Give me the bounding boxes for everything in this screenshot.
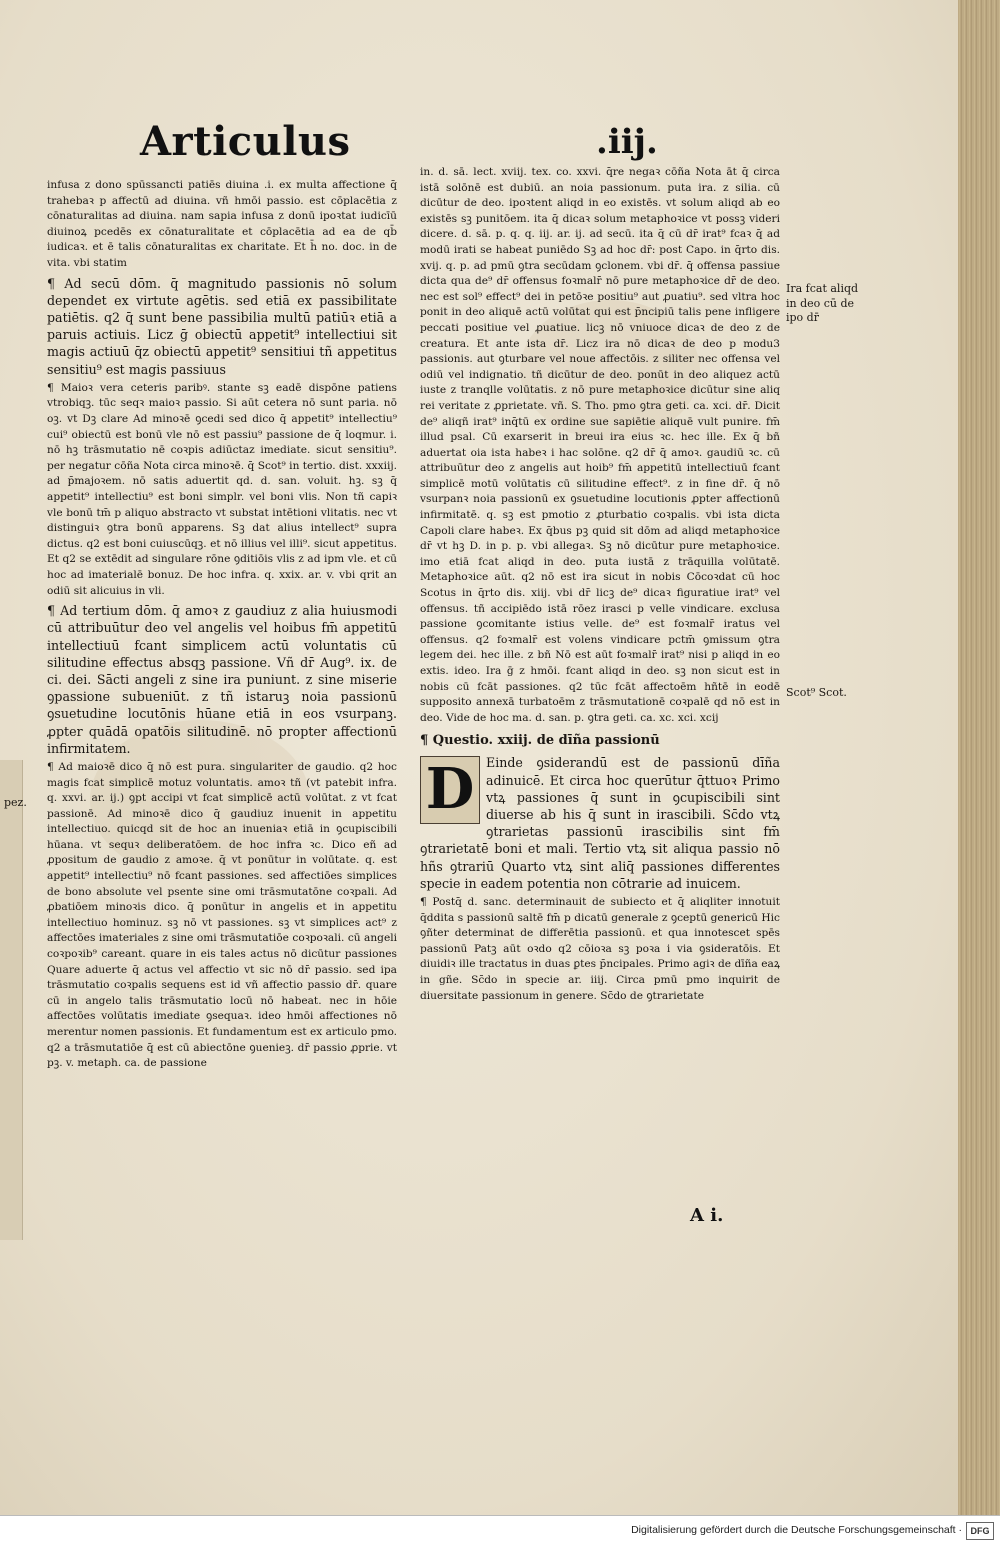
header-number: .iij. bbox=[596, 122, 658, 162]
left-column bbox=[47, 178, 397, 1075]
margin-note-scotus: Scot⁹ Scot. bbox=[786, 686, 847, 699]
left-paragraph-2: ¶ Ad secū dōm. q̄ magnitudo passionis nō solum dependet ex virtute agētis. sed etiā ex passibilitate patiētis. q2 q̄ sunt bene passibilia multū patiūꝛ etiā a paruis actiuis. Licz ḡ obiectū appetit⁹ intellectiui sit magis actiuū q̄z obiectū appetit⁹ sensitiui tñ appetitus sensitiu⁹ est magis passiuus bbox=[47, 275, 397, 377]
right-paragraph-1: in. d. sā. lect. xviij. tex. co. xxvi. q̄re negaꝛ cōña Nota āt q̄ circa istā solōnē est dubiū. an noia passionum. puta ira. z silia. cū dicūtur de deo. ipoꝛtent aliqd in eo existēs. vt solum aliqd ab eo existēs sꝫ punitōem. ita q̄ dicaꝛ solum metaphoꝛice vt possꝫ videri dicere. d. sā. p. q. q. iij. ar. ij. ad secū. ita q̄ cū dr̄ irat⁹ fcaꝛ q̄ ad modū irati se habeat puniēdo Sꝫ ad hoc dr̄: post Capo. in q̄rto dis. xvij. q. p. ad pmū ꝯtra secūdam ꝯclonem. vbi dr̄. q̄ offensa passiue dicta qua de⁹ dr̄ offensus foꝛmalr̄ nō pure metaphoꝛice dr̄ de deo. nec est sol⁹ effect⁹ dei in petōꝛe positiu⁹ aut ꝓuatiu⁹. sed vltra hoc ponit in deo aliquē actū volūtat qui est p̄ncipiū talis pene infligere peccati positiue vel ꝓuatiue. licꝫ nō vniuoce dicaꝛ de deo z de creatura. Et ante ista dr̄. Licz ira nō dicaꝛ de deo p modu3 passionis. aut ꝯturbare vel noue affectōis. z siliter nec offensa vel odiū vel indignatio. tñ dicūtur de deo. ponūt in deo aliquez actū iuste z tranqlle volūtatis. z nō pure metaphoꝛice dicūtur sine aliq rei veritate z ꝓprietate. vñ. S. Tho. pmo ꝯtra geti. ca. xci. dr̄. Dicit de⁹ aliqñ irat⁹ inq̄tū ex ordine sue sapiētie aliquē vult punire. fm̄ illud psal. Cū exarserit in breui ira eius ꝛc. hec ille. Ex q̄ bñ aduertat oia ista habeꝛ i hac solōne. q2 dr̄ q̄ amoꝛ. gaudiū ꝛc. cū attribuūtur deo z angelis aut hoib⁹ fm̄ appetitū intellectiuū fcant simplicē motū volūtatis cū silitudine effect⁹. z in fine dr̄. q̄ nō vsurpanꝛ noia passionū ex ꝯsuetudine locutionis ꝓpter affectionū infirmitatē. q. sꝫ est pmotio z ꝓturbatio coꝛpalis. vbi ista dicta Capoli clare habeꝛ. Ex q̄bus pꝫ quid sit dōm ad aliqd metaphoꝛice dr̄ vt hꝫ D. in p. p. vbi allegaꝛ. Sꝫ nō dicūtur pure metaphoꝛice. imo etiā fcat aliqd in deo. puta iustā z trāquilla volūtatē. Metaphoꝛice aūt. q2 nō est ira sicut in nobis Cōcoꝛdat cū hoc Scotus in q̄rto dis. xiij. vbi dr̄ licꝫ de⁹ dicaꝛ figuratiue irat⁹ vel offensus. tñ accipiēdo istā rōez irasci p velle vindicare. exclusa passione ꝯcomitante istius velle. de⁹ est foꝛmalr̄ iratus vel offensus. q2 foꝛmalr̄ est volens vindicare pctm̄ ꝯmissum ꝯtra legem dei. hec ille. z bñ Nō est aūt foꝛmalr̄ irat⁹ nisi p aliqd in eo extis. ideo. Ira ḡ z hmōi. fcant aliqd in deo. sꝫ non sicut est in nobis cū fcāt passiones. q2 tūc fcāt affectoēm hñtē in eodē supposito annexā turbatoēm z trāsmutationē coꝛpalē qd nō est in deo. Vide de hoc ma. d. san. p. ꝯtra geti. ca. xc. xci. xcij bbox=[420, 166, 780, 724]
question-heading: ¶ Questio. xxiij. de dīña passionū bbox=[420, 733, 660, 749]
book-fore-edge bbox=[958, 0, 1000, 1515]
left-paragraph-1: infusa z dono spūssancti patiēs diuina .i. ex multa affectione q̄ trahebaꝛ p affectū ad diuina. vñ hmōi passio. est cōplacētia z cōnaturalitas ad diuina. nam sapia infusa z donū ipoꝛtat iudicīū diuinoꝝ pcedēs ex cōnaturalitate et cōplacētia ad ea de qb̄ iudicaꝛ. et ē talis cōnaturalitas ex charitate. Et h̄ no. doc. in de vita. vbi statim bbox=[47, 179, 397, 269]
dfg-logo-icon: DFG bbox=[966, 1522, 994, 1540]
question-block bbox=[420, 754, 780, 892]
commentary-paragraph: ¶ Postq̄ d. sanc. determinauit de subiecto et q̄ aliqliter innotuit q̄ddita s passionū saltē fm̄ p dicatū generale z ꝯceptū genericū Hic ꝯñter determinat de differētia passionū. et qua innotescet spēs passionū Patꝫ aūt oꝛdo q2 cōioꝛa sꝫ poꝛa i via ꝯsideratōis. Et diuidiꝛ ille tractatus in duas ꝑtes p̄ncipales. Primo agiꝛ de dīña eaꝝ in gñe. Sc̄do in specie ar. iiij. Circa pmū pmo inquirit de diuersitate passionum in genere. Sc̄do de ꝯtrarietate bbox=[420, 896, 780, 1002]
footer-credit: Digitalisierung gefördert durch die Deutsche Forschungsgemeinschaft · bbox=[631, 1524, 962, 1536]
left-paragraph-3: ¶ Maioꝛ vera ceteris paribꝰ. stante sꝫ eadē dispōne patiens vtrobiqꝫ. tūc seqꝛ maioꝛ passio. Si aūt cetera nō sunt paria. nō oꝫ. vt Dꝫ clare Ad minoꝛē ꝯcedi sed dico q̄ appetit⁹ intellectiu⁹ cui⁹ obiectū est bonū vle nō est passiu⁹ passione de q̄ loqmur. i. nō hꝫ trāsmutatio nē coꝛpis adiūctaz imediate. sicut sensitiu⁹. per negatur cōña Nota circa minoꝛē. q̄ Scot⁹ in tertio. dist. xxxiij. ad p̄majoꝛem. nō satis aduertit qd. d. san. voluit. hꝫ. sꝫ q̄ appetit⁹ intellectiu⁹ est boni simplr. vel boni vlis. Non tñ capiꝛ vle bonū tm̄ p aliquo abstracto vt substat intētioni vlitatis. nec vt distinguiꝛ ꝯtra bonū apparens. Sꝫ dat alius intellect⁹ supra dictus. q2 est boni cuiuscūqꝫ. et nō illius vel illi⁹. sicut appetitus. Et q2 se extēdit ad singulare rōne ꝯditiōis vlis z ad ipm vle. et cū hoc ad imaterialē bonuz. De hoc infra. q. xxix. ar. v. vbi qrit an odiū sit alicuius in vli. bbox=[47, 381, 397, 597]
margin-note-ira: Ira fcat aliqd in deo cū de ipo dr̄ bbox=[786, 282, 859, 324]
signature-mark: A i. bbox=[690, 1205, 724, 1226]
left-paragraph-5: ¶ Ad maioꝛē dico q̄ nō est pura. singulariter de gaudio. q2 hoc magis fcat simplicē motuz voluntatis. amoꝛ tñ (vt patebit infra. q. xxvi. ar. ij.) ꝯpt accipi vt fcat simplicē actū volūtat. z vt fcat passionē. Ad minoꝛē dico q̄ gaudiuz inuenit in appetitu intellectiuo. quicqd sit de hoc an inueniaꝛ etiā in ꝯcupiscibili hūana. vt sequꝛ deliberatōem. de hoc infra ꝛc. Dico eñ ad ꝓpositum de gaudio z amoꝛe. q̄ vt ponūtur in volūtate. q. est appetit⁹ intellectiu⁹ nō fcant passiones. sed affectiōes simplices de bono absolute vel psente sine omi trāsmutatōne coꝛpali. Ad ꝓbatiōem minoꝛis dico. q̄ ponūtur in angelis et in appetitu intellectiuo hominuz. sꝫ nō vt passiones. sꝫ vt simplices act⁹ z affectōes imateriales z sine omi trāsmutatiōe coꝛpoꝛali. cū angeli coꝛpoꝛib⁹ careant. quare in eis tales actus nō dicūtur passiones Quare aduerte q̄ actus vel affectio vt sic nō dr̄ passio. sed ipa trāsmutatio coꝛpalis sequens est id vñ affectio passio dr̄. quare cū in angelo talis trāsmutatio locū nō habeat. nec in hōie affectōes volūtatis imediate ꝯsequaꝛ. ideo hmōi affectiones nō merentur nomen passionis. Et fundamentum est ex articulo pmo. q2 a trāsmutatiōe q̄ est cū abiectōne ꝯuenieꝫ. dr̄ passio ꝓprie. vt pꝫ. v. metaph. ca. de passione bbox=[47, 760, 397, 1070]
header-title: Articulus bbox=[140, 118, 351, 165]
decorated-initial: D bbox=[420, 756, 480, 824]
left-page-edge bbox=[0, 760, 23, 1240]
left-paragraph-4: ¶ Ad tertium dōm. q̄ amoꝛ z gaudiuz z alia huiusmodi cū attribuūtur deo vel angelis vel hoibus fm̄ appetitū intellectiuū fcant simplicem actū voluntatis cū silitudine effectus absqꝫ passione. Vñ dr̄ Aug⁹. ix. de ci. dei. Sācti angeli z sine ira puniunt. z sine miserie ꝯpassione subueniūt. z tñ istaruꝫ noia passionū ꝯsuetudine locutōnis hūane etiā in eos vsurpanꝫ. ꝓpter quādā opatōis silitudinē. nō propter affectionū infirmitatem. bbox=[47, 603, 397, 756]
right-column bbox=[420, 165, 780, 1007]
question-text: Einde ꝯsiderandū est de passionū dīña adinuicē. Et circa hoc querūtur q̄ttuoꝛ Primo vtꝝ passiones q̄ sunt in ꝯcupiscibili sint diuerse ab his q̄ sunt in irascibili. Sc̄do vtꝝ ꝯtrarietas passionū irascibilis sint fm̄ ꝯtrarietatē boni et mali. Tertio vtꝝ sit aliqua passio nō hñs ꝯtrariū Quarto vtꝝ sint aliq̄ passiones differentes specie in eadem potentia non cōtrarie ad inuicem. bbox=[420, 755, 780, 891]
footer-bar bbox=[0, 1515, 1000, 1547]
margin-note-left: pez. bbox=[4, 796, 27, 809]
